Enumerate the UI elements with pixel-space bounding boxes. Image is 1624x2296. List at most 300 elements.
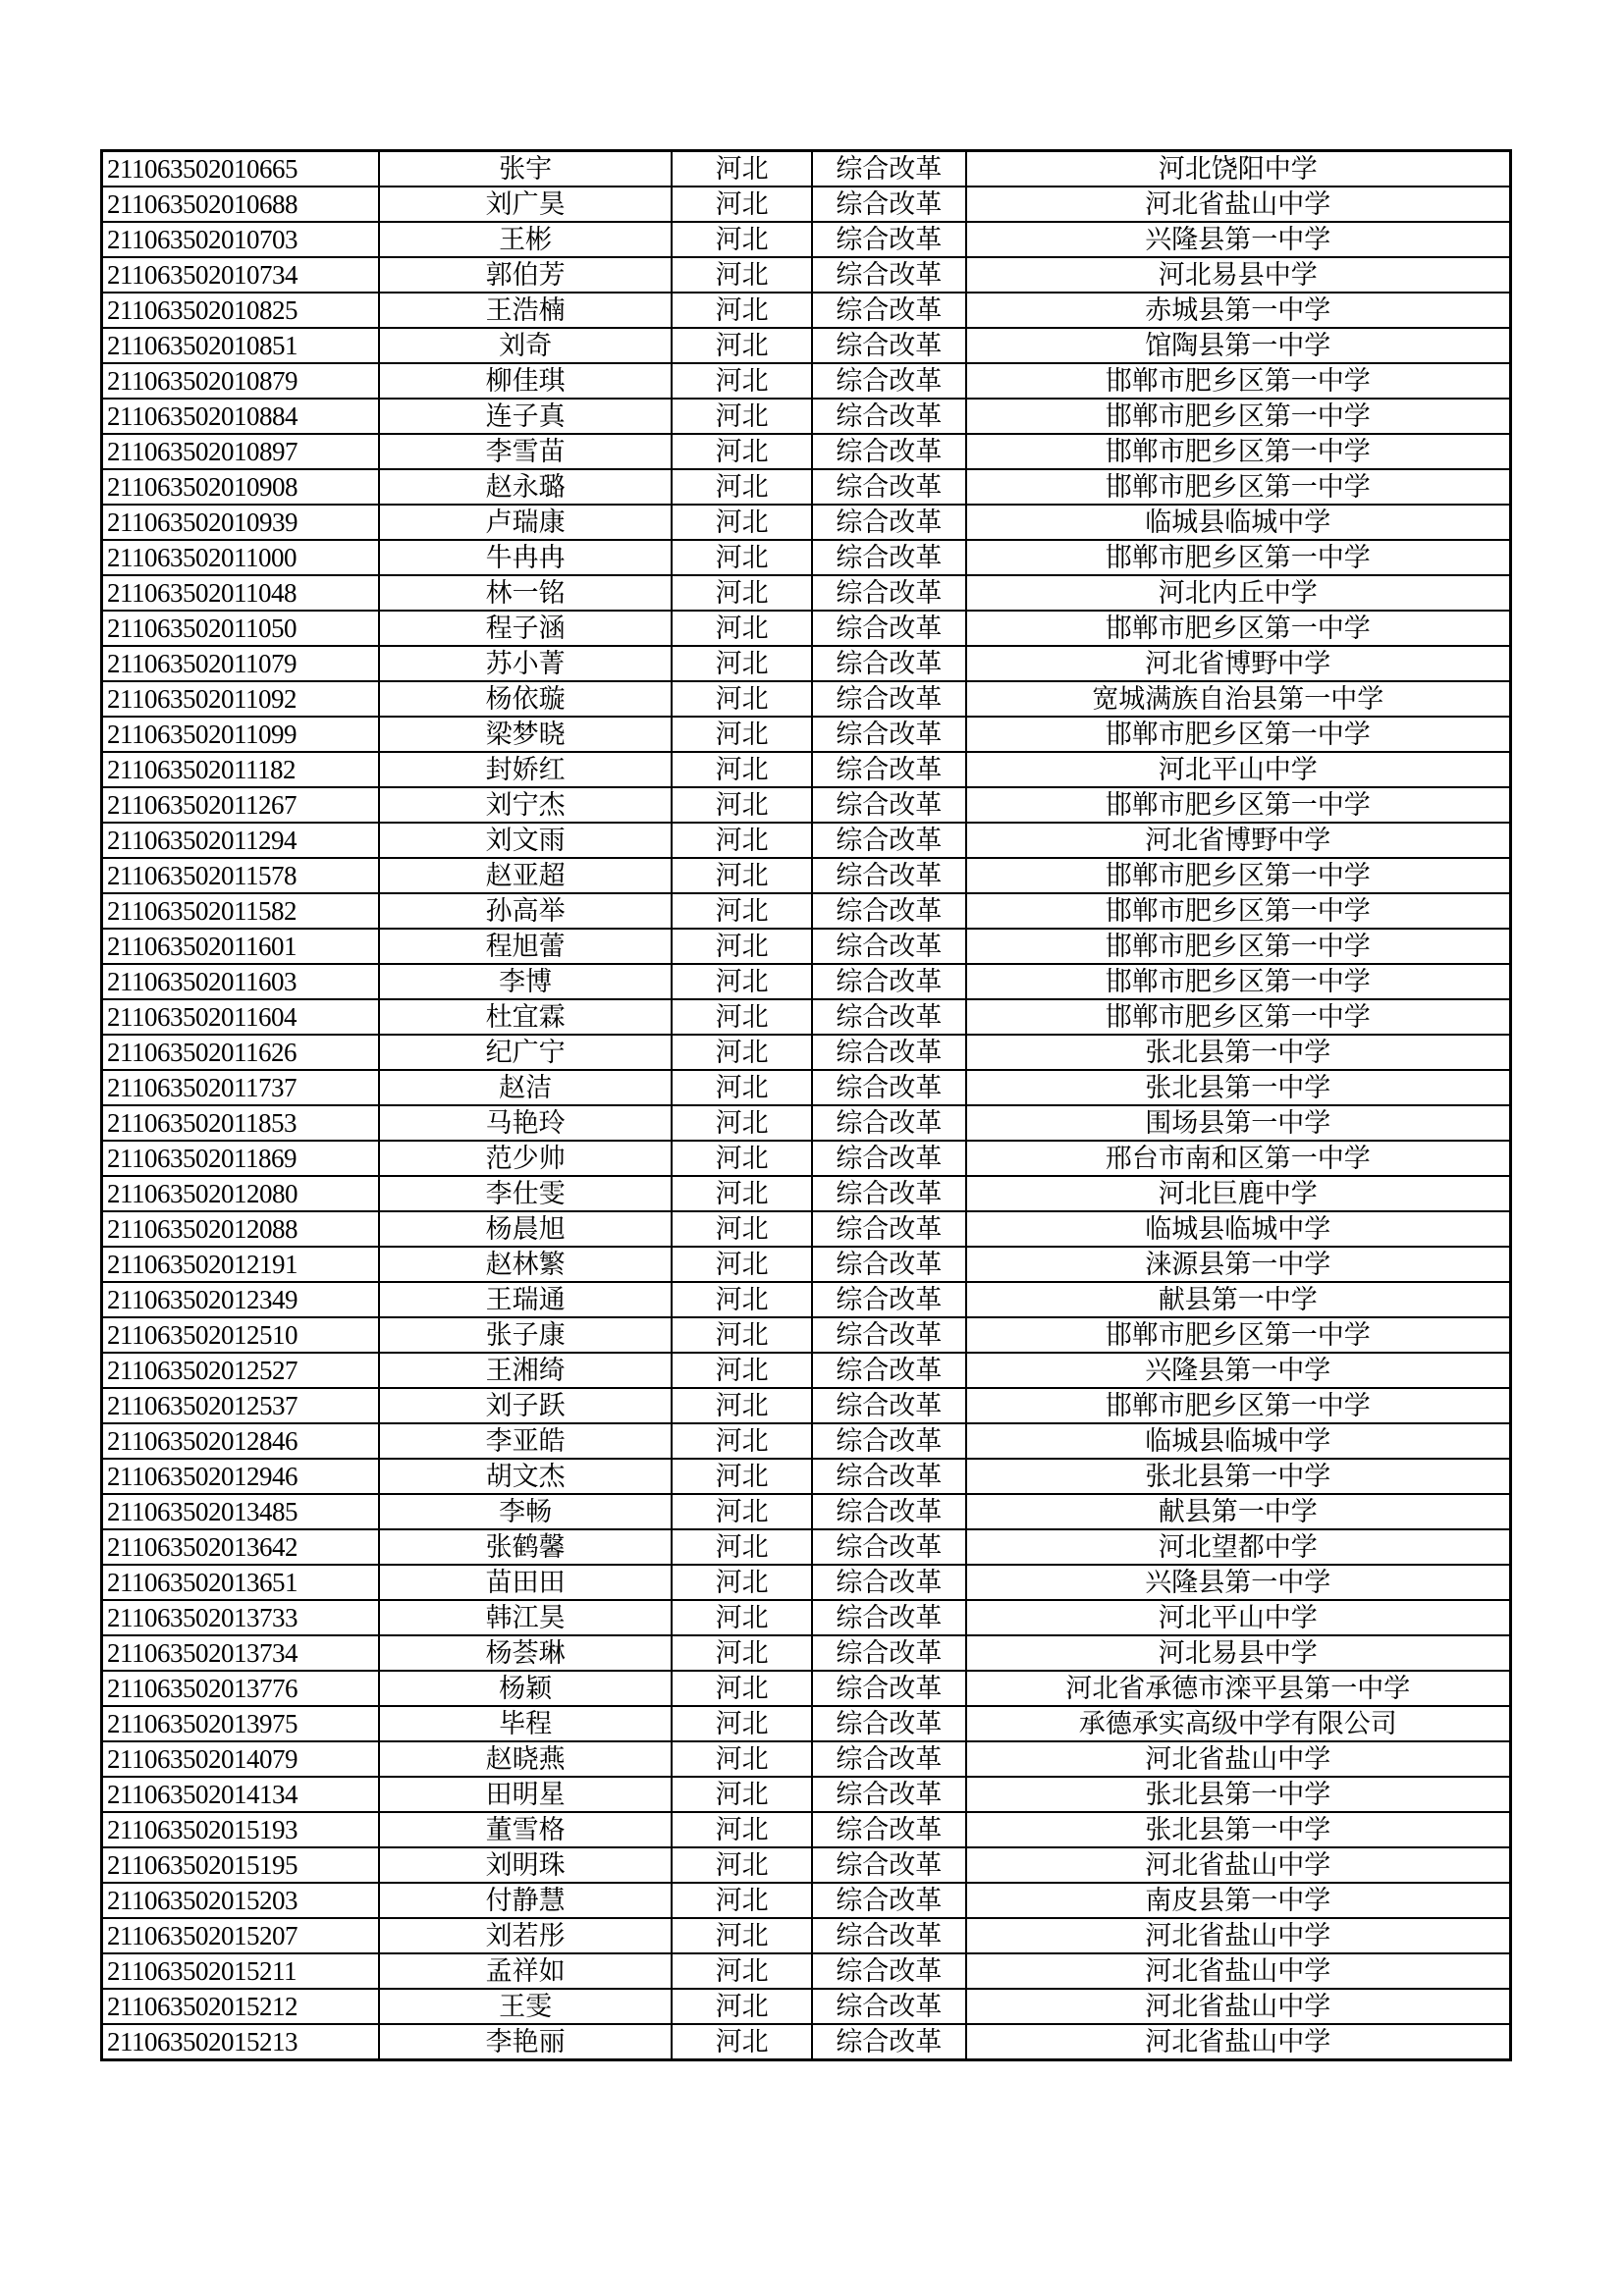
candidate-number-cell: 211063502012527 (102, 1353, 379, 1388)
school-cell: 张北县第一中学 (966, 1459, 1511, 1494)
province-cell: 河北 (672, 929, 812, 964)
student-name-cell: 王雯 (379, 1989, 672, 2024)
student-name-cell: 牛冉冉 (379, 540, 672, 575)
candidate-number-cell: 211063502011853 (102, 1105, 379, 1141)
province-cell: 河北 (672, 1317, 812, 1353)
province-cell: 河北 (672, 1423, 812, 1459)
province-cell: 河北 (672, 399, 812, 434)
table-row (102, 328, 1511, 363)
school-cell: 邯郸市肥乡区第一中学 (966, 469, 1511, 505)
category-cell: 综合改革 (812, 1953, 965, 1989)
table-row (102, 929, 1511, 964)
candidate-number-cell: 211063502014134 (102, 1777, 379, 1812)
candidate-number-cell: 211063502011603 (102, 964, 379, 999)
school-cell: 临城县临城中学 (966, 505, 1511, 540)
province-cell: 河北 (672, 1494, 812, 1529)
school-cell: 献县第一中学 (966, 1282, 1511, 1317)
candidate-number-cell: 211063502010825 (102, 293, 379, 328)
province-cell: 河北 (672, 717, 812, 752)
table-row (102, 1423, 1511, 1459)
student-name-cell: 刘奇 (379, 328, 672, 363)
school-cell: 邯郸市肥乡区第一中学 (966, 434, 1511, 469)
school-cell: 河北平山中学 (966, 752, 1511, 787)
table-row (102, 1247, 1511, 1282)
candidate-number-cell: 211063502010688 (102, 187, 379, 222)
school-cell: 馆陶县第一中学 (966, 328, 1511, 363)
candidate-number-cell: 211063502011601 (102, 929, 379, 964)
student-name-cell: 刘宁杰 (379, 787, 672, 823)
table-row (102, 1777, 1511, 1812)
table-row (102, 399, 1511, 434)
table-row (102, 1141, 1511, 1176)
student-name-cell: 连子真 (379, 399, 672, 434)
candidate-number-cell: 211063502010665 (102, 151, 379, 187)
table-row (102, 2024, 1511, 2060)
school-cell: 兴隆县第一中学 (966, 1565, 1511, 1600)
category-cell: 综合改革 (812, 505, 965, 540)
province-cell: 河北 (672, 893, 812, 929)
province-cell: 河北 (672, 222, 812, 257)
province-cell: 河北 (672, 1989, 812, 2024)
category-cell: 综合改革 (812, 1105, 965, 1141)
table-row (102, 823, 1511, 858)
candidate-number-cell: 211063502015211 (102, 1953, 379, 1989)
province-cell: 河北 (672, 1953, 812, 1989)
student-name-cell: 李畅 (379, 1494, 672, 1529)
student-name-cell: 苏小菁 (379, 646, 672, 681)
category-cell: 综合改革 (812, 999, 965, 1035)
province-cell: 河北 (672, 1847, 812, 1883)
student-name-cell: 纪广宁 (379, 1035, 672, 1070)
table-row (102, 787, 1511, 823)
category-cell: 综合改革 (812, 681, 965, 717)
candidate-number-cell: 211063502011582 (102, 893, 379, 929)
table-row (102, 717, 1511, 752)
table-row (102, 469, 1511, 505)
candidate-number-cell: 211063502015212 (102, 1989, 379, 2024)
student-name-cell: 李博 (379, 964, 672, 999)
student-name-cell: 李亚皓 (379, 1423, 672, 1459)
table-row (102, 1529, 1511, 1565)
province-cell: 河北 (672, 257, 812, 293)
school-cell: 承德承实高级中学有限公司 (966, 1706, 1511, 1741)
student-name-cell: 马艳玲 (379, 1105, 672, 1141)
school-cell: 河北易县中学 (966, 1635, 1511, 1671)
table-body (102, 151, 1511, 2060)
candidate-number-cell: 211063502011182 (102, 752, 379, 787)
candidate-number-cell: 211063502011294 (102, 823, 379, 858)
province-cell: 河北 (672, 999, 812, 1035)
category-cell: 综合改革 (812, 1741, 965, 1777)
table-row (102, 1459, 1511, 1494)
school-cell: 邯郸市肥乡区第一中学 (966, 893, 1511, 929)
province-cell: 河北 (672, 1671, 812, 1706)
province-cell: 河北 (672, 1141, 812, 1176)
province-cell: 河北 (672, 1176, 812, 1211)
table-row (102, 1317, 1511, 1353)
candidate-number-cell: 211063502015207 (102, 1918, 379, 1953)
school-cell: 河北省博野中学 (966, 823, 1511, 858)
school-cell: 河北省盐山中学 (966, 2024, 1511, 2060)
category-cell: 综合改革 (812, 1141, 965, 1176)
student-name-cell: 程旭蕾 (379, 929, 672, 964)
school-cell: 张北县第一中学 (966, 1777, 1511, 1812)
candidate-number-cell: 211063502012080 (102, 1176, 379, 1211)
province-cell: 河北 (672, 1459, 812, 1494)
student-name-cell: 卢瑞康 (379, 505, 672, 540)
candidate-number-cell: 211063502011578 (102, 858, 379, 893)
province-cell: 河北 (672, 1883, 812, 1918)
candidate-number-cell: 211063502011099 (102, 717, 379, 752)
school-cell: 兴隆县第一中学 (966, 1353, 1511, 1388)
province-cell: 河北 (672, 293, 812, 328)
school-cell: 河北省盐山中学 (966, 187, 1511, 222)
candidate-number-cell: 211063502011079 (102, 646, 379, 681)
category-cell: 综合改革 (812, 1777, 965, 1812)
category-cell: 综合改革 (812, 1388, 965, 1423)
province-cell: 河北 (672, 964, 812, 999)
student-name-cell: 李仕雯 (379, 1176, 672, 1211)
table-row (102, 1671, 1511, 1706)
school-cell: 河北平山中学 (966, 1600, 1511, 1635)
province-cell: 河北 (672, 1353, 812, 1388)
candidate-number-cell: 211063502010939 (102, 505, 379, 540)
province-cell: 河北 (672, 1529, 812, 1565)
school-cell: 邯郸市肥乡区第一中学 (966, 787, 1511, 823)
table-row (102, 540, 1511, 575)
province-cell: 河北 (672, 1918, 812, 1953)
student-name-cell: 王浩楠 (379, 293, 672, 328)
table-row (102, 575, 1511, 611)
school-cell: 河北省博野中学 (966, 646, 1511, 681)
student-name-cell: 董雪格 (379, 1812, 672, 1847)
candidate-number-cell: 211063502011000 (102, 540, 379, 575)
category-cell: 综合改革 (812, 434, 965, 469)
table-row (102, 222, 1511, 257)
school-cell: 河北易县中学 (966, 257, 1511, 293)
school-cell: 河北内丘中学 (966, 575, 1511, 611)
candidate-number-cell: 211063502015193 (102, 1812, 379, 1847)
school-cell: 围场县第一中学 (966, 1105, 1511, 1141)
province-cell: 河北 (672, 1706, 812, 1741)
table-row (102, 363, 1511, 399)
province-cell: 河北 (672, 787, 812, 823)
school-cell: 河北省盐山中学 (966, 1953, 1511, 1989)
table-row (102, 681, 1511, 717)
candidate-number-cell: 211063502015213 (102, 2024, 379, 2060)
province-cell: 河北 (672, 1282, 812, 1317)
candidate-number-cell: 211063502012846 (102, 1423, 379, 1459)
student-name-cell: 刘广昊 (379, 187, 672, 222)
school-cell: 赤城县第一中学 (966, 293, 1511, 328)
student-name-cell: 王瑞通 (379, 1282, 672, 1317)
school-cell: 邯郸市肥乡区第一中学 (966, 540, 1511, 575)
candidate-number-cell: 211063502014079 (102, 1741, 379, 1777)
category-cell: 综合改革 (812, 893, 965, 929)
table-row (102, 964, 1511, 999)
table-row (102, 858, 1511, 893)
category-cell: 综合改革 (812, 717, 965, 752)
table-row (102, 1176, 1511, 1211)
student-name-cell: 张鹤馨 (379, 1529, 672, 1565)
student-name-cell: 柳佳琪 (379, 363, 672, 399)
student-name-cell: 李雪苗 (379, 434, 672, 469)
school-cell: 邯郸市肥乡区第一中学 (966, 363, 1511, 399)
province-cell: 河北 (672, 575, 812, 611)
province-cell: 河北 (672, 469, 812, 505)
student-name-cell: 赵林繁 (379, 1247, 672, 1282)
student-name-cell: 毕程 (379, 1706, 672, 1741)
student-name-cell: 程子涵 (379, 611, 672, 646)
category-cell: 综合改革 (812, 328, 965, 363)
candidate-number-cell: 211063502012088 (102, 1211, 379, 1247)
category-cell: 综合改革 (812, 1070, 965, 1105)
table-row (102, 1883, 1511, 1918)
category-cell: 综合改革 (812, 1600, 965, 1635)
table-row (102, 1953, 1511, 1989)
province-cell: 河北 (672, 1812, 812, 1847)
candidate-number-cell: 211063502011737 (102, 1070, 379, 1105)
student-name-cell: 杨依璇 (379, 681, 672, 717)
student-name-cell: 张宇 (379, 151, 672, 187)
category-cell: 综合改革 (812, 1353, 965, 1388)
table-row (102, 1706, 1511, 1741)
table-row (102, 293, 1511, 328)
table-row (102, 1635, 1511, 1671)
table-row (102, 1105, 1511, 1141)
table-row (102, 646, 1511, 681)
student-name-cell: 王彬 (379, 222, 672, 257)
province-cell: 河北 (672, 1635, 812, 1671)
school-cell: 南皮县第一中学 (966, 1883, 1511, 1918)
school-cell: 河北省盐山中学 (966, 1989, 1511, 2024)
table-row (102, 1989, 1511, 2024)
candidate-number-cell: 211063502010879 (102, 363, 379, 399)
student-name-cell: 赵洁 (379, 1070, 672, 1105)
category-cell: 综合改革 (812, 575, 965, 611)
student-name-cell: 赵晓燕 (379, 1741, 672, 1777)
province-cell: 河北 (672, 611, 812, 646)
province-cell: 河北 (672, 363, 812, 399)
table-row (102, 611, 1511, 646)
student-name-cell: 赵永璐 (379, 469, 672, 505)
category-cell: 综合改革 (812, 1176, 965, 1211)
category-cell: 综合改革 (812, 293, 965, 328)
province-cell: 河北 (672, 2024, 812, 2060)
school-cell: 邯郸市肥乡区第一中学 (966, 858, 1511, 893)
category-cell: 综合改革 (812, 187, 965, 222)
table-row (102, 151, 1511, 187)
candidate-number-cell: 211063502010897 (102, 434, 379, 469)
category-cell: 综合改革 (812, 1459, 965, 1494)
school-cell: 兴隆县第一中学 (966, 222, 1511, 257)
candidate-number-cell: 211063502012537 (102, 1388, 379, 1423)
candidate-number-cell: 211063502015195 (102, 1847, 379, 1883)
candidate-number-cell: 211063502011048 (102, 575, 379, 611)
province-cell: 河北 (672, 752, 812, 787)
student-name-cell: 付静慧 (379, 1883, 672, 1918)
category-cell: 综合改革 (812, 151, 965, 187)
category-cell: 综合改革 (812, 823, 965, 858)
province-cell: 河北 (672, 1247, 812, 1282)
school-cell: 邯郸市肥乡区第一中学 (966, 399, 1511, 434)
table-row (102, 1282, 1511, 1317)
table-row (102, 1812, 1511, 1847)
candidate-number-cell: 211063502013776 (102, 1671, 379, 1706)
student-list-table (100, 149, 1512, 2061)
category-cell: 综合改革 (812, 929, 965, 964)
candidate-number-cell: 211063502013733 (102, 1600, 379, 1635)
table-row (102, 752, 1511, 787)
province-cell: 河北 (672, 540, 812, 575)
table-row (102, 893, 1511, 929)
school-cell: 河北望都中学 (966, 1529, 1511, 1565)
candidate-number-cell: 211063502013485 (102, 1494, 379, 1529)
candidate-number-cell: 211063502011267 (102, 787, 379, 823)
category-cell: 综合改革 (812, 257, 965, 293)
school-cell: 河北省盐山中学 (966, 1847, 1511, 1883)
category-cell: 综合改革 (812, 1671, 965, 1706)
school-cell: 邯郸市肥乡区第一中学 (966, 999, 1511, 1035)
category-cell: 综合改革 (812, 1494, 965, 1529)
table-row (102, 1211, 1511, 1247)
student-name-cell: 张子康 (379, 1317, 672, 1353)
school-cell: 邯郸市肥乡区第一中学 (966, 611, 1511, 646)
category-cell: 综合改革 (812, 2024, 965, 2060)
candidate-number-cell: 211063502013642 (102, 1529, 379, 1565)
category-cell: 综合改革 (812, 787, 965, 823)
category-cell: 综合改革 (812, 1989, 965, 2024)
category-cell: 综合改革 (812, 964, 965, 999)
student-name-cell: 杨荟琳 (379, 1635, 672, 1671)
school-cell: 河北省盐山中学 (966, 1741, 1511, 1777)
student-name-cell: 李艳丽 (379, 2024, 672, 2060)
category-cell: 综合改革 (812, 1706, 965, 1741)
category-cell: 综合改革 (812, 1035, 965, 1070)
category-cell: 综合改革 (812, 1565, 965, 1600)
category-cell: 综合改革 (812, 1529, 965, 1565)
student-name-cell: 刘子跃 (379, 1388, 672, 1423)
category-cell: 综合改革 (812, 1918, 965, 1953)
school-cell: 河北省承德市滦平县第一中学 (966, 1671, 1511, 1706)
province-cell: 河北 (672, 1105, 812, 1141)
school-cell: 涞源县第一中学 (966, 1247, 1511, 1282)
category-cell: 综合改革 (812, 611, 965, 646)
table-row (102, 1847, 1511, 1883)
category-cell: 综合改革 (812, 222, 965, 257)
candidate-number-cell: 211063502013651 (102, 1565, 379, 1600)
category-cell: 综合改革 (812, 1635, 965, 1671)
school-cell: 河北省盐山中学 (966, 1918, 1511, 1953)
province-cell: 河北 (672, 434, 812, 469)
province-cell: 河北 (672, 1600, 812, 1635)
province-cell: 河北 (672, 187, 812, 222)
student-name-cell: 刘明珠 (379, 1847, 672, 1883)
candidate-number-cell: 211063502010734 (102, 257, 379, 293)
category-cell: 综合改革 (812, 858, 965, 893)
student-name-cell: 林一铭 (379, 575, 672, 611)
table-row (102, 1494, 1511, 1529)
candidate-number-cell: 211063502012510 (102, 1317, 379, 1353)
table-row (102, 1353, 1511, 1388)
candidate-number-cell: 211063502011869 (102, 1141, 379, 1176)
candidate-number-cell: 211063502012349 (102, 1282, 379, 1317)
table-row (102, 257, 1511, 293)
candidate-number-cell: 211063502010884 (102, 399, 379, 434)
province-cell: 河北 (672, 1211, 812, 1247)
student-name-cell: 刘文雨 (379, 823, 672, 858)
school-cell: 邢台市南和区第一中学 (966, 1141, 1511, 1176)
category-cell: 综合改革 (812, 363, 965, 399)
province-cell: 河北 (672, 1035, 812, 1070)
school-cell: 临城县临城中学 (966, 1211, 1511, 1247)
table-row (102, 434, 1511, 469)
student-name-cell: 韩江昊 (379, 1600, 672, 1635)
province-cell: 河北 (672, 328, 812, 363)
student-name-cell: 杨晨旭 (379, 1211, 672, 1247)
candidate-number-cell: 211063502010703 (102, 222, 379, 257)
candidate-number-cell: 211063502010908 (102, 469, 379, 505)
school-cell: 张北县第一中学 (966, 1070, 1511, 1105)
category-cell: 综合改革 (812, 469, 965, 505)
student-name-cell: 赵亚超 (379, 858, 672, 893)
province-cell: 河北 (672, 1565, 812, 1600)
table-row (102, 187, 1511, 222)
province-cell: 河北 (672, 1388, 812, 1423)
candidate-number-cell: 211063502011050 (102, 611, 379, 646)
table-row (102, 1388, 1511, 1423)
school-cell: 邯郸市肥乡区第一中学 (966, 929, 1511, 964)
candidate-number-cell: 211063502013734 (102, 1635, 379, 1671)
category-cell: 综合改革 (812, 1847, 965, 1883)
table-row (102, 505, 1511, 540)
school-cell: 张北县第一中学 (966, 1812, 1511, 1847)
school-cell: 河北巨鹿中学 (966, 1176, 1511, 1211)
student-name-cell: 孙高举 (379, 893, 672, 929)
candidate-number-cell: 211063502012191 (102, 1247, 379, 1282)
candidate-number-cell: 211063502011604 (102, 999, 379, 1035)
category-cell: 综合改革 (812, 752, 965, 787)
table-row (102, 1600, 1511, 1635)
candidate-number-cell: 211063502013975 (102, 1706, 379, 1741)
table-row (102, 1918, 1511, 1953)
category-cell: 综合改革 (812, 1317, 965, 1353)
province-cell: 河北 (672, 646, 812, 681)
student-name-cell: 梁梦晓 (379, 717, 672, 752)
candidate-number-cell: 211063502012946 (102, 1459, 379, 1494)
school-cell: 张北县第一中学 (966, 1035, 1511, 1070)
student-name-cell: 田明星 (379, 1777, 672, 1812)
province-cell: 河北 (672, 151, 812, 187)
category-cell: 综合改革 (812, 1211, 965, 1247)
student-name-cell: 范少帅 (379, 1141, 672, 1176)
category-cell: 综合改革 (812, 1423, 965, 1459)
table-row (102, 1565, 1511, 1600)
province-cell: 河北 (672, 1777, 812, 1812)
candidate-number-cell: 211063502015203 (102, 1883, 379, 1918)
candidate-number-cell: 211063502011626 (102, 1035, 379, 1070)
student-name-cell: 孟祥如 (379, 1953, 672, 1989)
category-cell: 综合改革 (812, 1247, 965, 1282)
student-name-cell: 杨颖 (379, 1671, 672, 1706)
school-cell: 临城县临城中学 (966, 1423, 1511, 1459)
school-cell: 宽城满族自治县第一中学 (966, 681, 1511, 717)
student-name-cell: 杜宜霖 (379, 999, 672, 1035)
student-name-cell: 苗田田 (379, 1565, 672, 1600)
province-cell: 河北 (672, 505, 812, 540)
province-cell: 河北 (672, 1070, 812, 1105)
school-cell: 邯郸市肥乡区第一中学 (966, 964, 1511, 999)
